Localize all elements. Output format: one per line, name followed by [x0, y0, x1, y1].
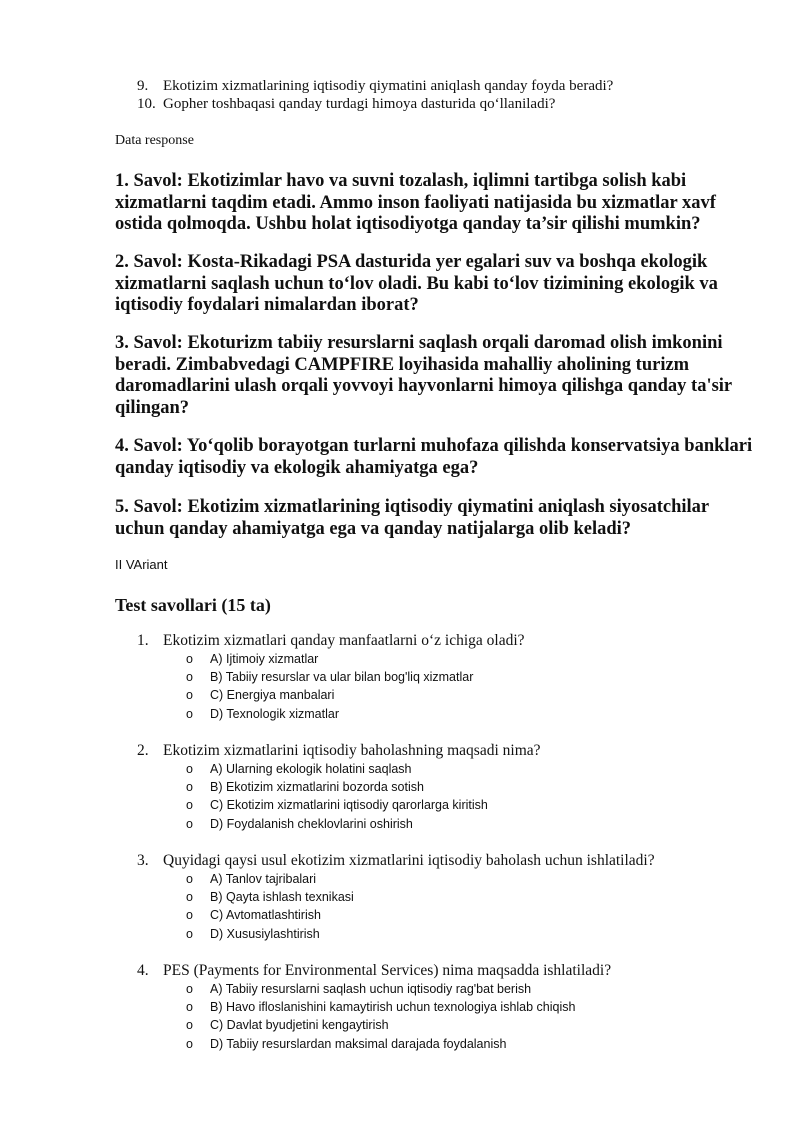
bullet-icon: o	[186, 982, 193, 996]
option-text: C) Davlat byudjetini kengaytirish	[210, 1018, 389, 1033]
question-line	[137, 631, 737, 650]
option-text: A) Tanlov tajribalari	[210, 872, 317, 886]
question-line	[137, 961, 737, 980]
bullet-icon: o	[186, 890, 193, 905]
question-line	[137, 851, 737, 870]
option-text: C) Ekotizim xizmatlarini iqtisodiy qarorlarga kiritish	[210, 798, 488, 813]
option-text: D) Texnologik xizmatlar	[210, 706, 339, 721]
question-number: 2.	[137, 742, 149, 759]
savol-1: 1. Savol: Ekotizimlar havo va suvni tozalash, iqlimni tartibga solish kabi xizmatlarni taqdim etadi. Ammo inson faoliyati natijasida bu xizmatlar xavf ostida qolmoqda. Ushbu holat iqtisodiyotga qanday ta’sir qilishi mumkin?	[115, 171, 716, 234]
list-item	[137, 95, 613, 113]
test-question	[137, 961, 737, 1053]
test-question	[137, 631, 737, 723]
answer-option	[186, 998, 737, 1016]
option-text: B) Qayta ishlash texnikasi	[210, 890, 354, 905]
bullet-icon: o	[186, 688, 193, 703]
bullet-icon: o	[186, 706, 193, 721]
question-text: Ekotizim xizmatlari qanday manfaatlarni o‘z ichiga oladi?	[163, 632, 525, 649]
answer-option	[186, 1016, 737, 1034]
question-line	[137, 741, 737, 760]
answer-option	[186, 888, 737, 906]
option-text: D) Tabiiy resurslardan maksimal darajada foydalanish	[210, 1036, 507, 1051]
answer-option	[186, 906, 737, 924]
bullet-icon: o	[186, 872, 193, 886]
savol-5: 5. Savol: Ekotizim xizmatlarining iqtisodiy qiymatini aniqlash siyosatchilar uchun qanday ahamiyatga ega va qanday natijalarga olib keladi?	[115, 497, 709, 539]
bullet-icon: o	[186, 1036, 193, 1051]
bullet-icon: o	[186, 908, 193, 923]
answer-option	[186, 815, 737, 833]
answer-option	[186, 778, 737, 796]
bullet-icon: o	[186, 1000, 193, 1015]
option-text: A) Ijtimoiy xizmatlar	[210, 652, 319, 666]
option-text: B) Ekotizim xizmatlarini bozorda sotish	[210, 780, 424, 795]
option-text: D) Foydalanish cheklovlarini oshirish	[210, 816, 413, 831]
answer-option	[186, 668, 737, 686]
list-item	[137, 77, 613, 95]
answer-option	[186, 1035, 737, 1053]
bullet-icon: o	[186, 798, 193, 813]
option-text: A) Tabiiy resurslarni saqlash uchun iqtisodiy rag'bat berish	[210, 982, 532, 996]
test-question	[137, 741, 737, 833]
list-item-number: 9.	[137, 78, 149, 94]
answer-option	[186, 650, 737, 668]
option-text: C) Energiya manbalari	[210, 688, 335, 703]
previous-questions-list	[137, 77, 613, 113]
savol-2: 2. Savol: Kosta-Rikadagi PSA dasturida yer egalari suv va boshqa ekologik xizmatlarni saqlash uchun to‘lov oladi. Bu kabi to‘lov tizimining ekologik va iqtisodiy foydalari nimalardan iborat?	[115, 252, 718, 315]
option-text: B) Tabiiy resurslar va ular bilan bog'liq xizmatlar	[210, 670, 474, 685]
option-text: B) Havo ifloslanishini kamaytirish uchun texnologiya ishlab chiqish	[210, 1000, 576, 1015]
answer-option	[186, 980, 737, 998]
bullet-icon: o	[186, 780, 193, 795]
option-text: C) Avtomatlashtirish	[210, 908, 321, 923]
test-heading: Test savollari (15 ta)	[115, 595, 271, 615]
answer-option	[186, 705, 737, 723]
question-text: Ekotizim xizmatlarini iqtisodiy baholashning maqsadi nima?	[163, 742, 541, 759]
question-text: Quyidagi qaysi usul ekotizim xizmatlarini iqtisodiy baholash uchun ishlatiladi?	[163, 852, 655, 869]
option-text: D) Xususiylashtirish	[210, 926, 320, 941]
bullet-icon: o	[186, 652, 193, 666]
answer-option	[186, 925, 737, 943]
data-response-label: Data response	[115, 133, 194, 148]
answer-option	[186, 796, 737, 814]
list-item-text: Gopher toshbaqasi qanday turdagi himoya dasturida qo‘llaniladi?	[163, 96, 556, 112]
variant-label: II VAriant	[115, 557, 168, 572]
bullet-icon: o	[186, 926, 193, 941]
savol-4: 4. Savol: Yo‘qolib borayotgan turlarni muhofaza qilishda konservatsiya banklari qanday iqtisodiy va ekologik ahamiyatga ega?	[115, 436, 753, 478]
question-text: PES (Payments for Environmental Services) nima maqsadda ishlatiladi?	[163, 962, 612, 979]
answer-option	[186, 870, 737, 888]
answer-option	[186, 686, 737, 704]
list-item-text: Ekotizim xizmatlarining iqtisodiy qiymatini aniqlash qanday foyda beradi?	[163, 78, 614, 94]
question-number: 1.	[137, 632, 149, 649]
bullet-icon: o	[186, 670, 193, 685]
bullet-icon: o	[186, 762, 193, 776]
list-item-number: 10.	[137, 96, 156, 112]
savol-3: 3. Savol: Ekoturizm tabiiy resurslarni saqlash orqali daromad olish imkonini beradi. Zimbabvedagi CAMPFIRE loyihasida mahalliy aholining turizm daromadlarini ulash orqali yovvoyi hayvonlarni himoya qilishga qanday ta'sir qilingan?	[115, 333, 732, 418]
question-number: 4.	[137, 962, 149, 979]
bullet-icon: o	[186, 1018, 193, 1033]
answer-option	[186, 760, 737, 778]
bullet-icon: o	[186, 816, 193, 831]
option-text: A) Ularning ekologik holatini saqlash	[210, 762, 412, 776]
question-number: 3.	[137, 852, 149, 869]
test-question	[137, 851, 737, 943]
